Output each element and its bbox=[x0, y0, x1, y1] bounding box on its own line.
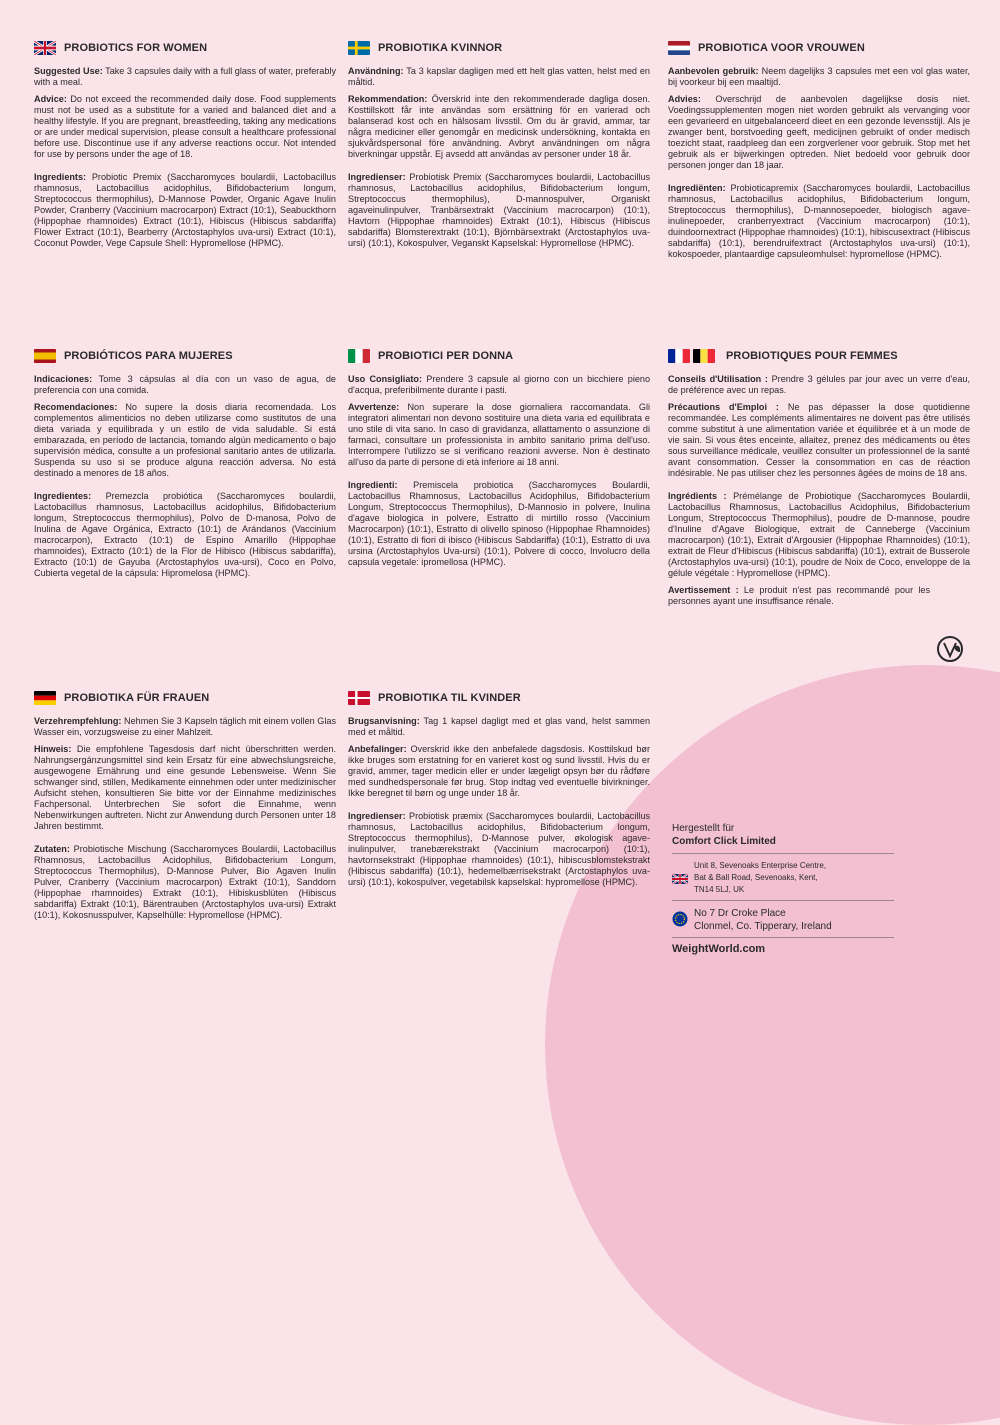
address-line: Clonmel, Co. Tipperary, Ireland bbox=[694, 921, 832, 932]
address-line: No 7 Dr Croke Place bbox=[694, 908, 786, 919]
section-dutch bbox=[668, 40, 970, 266]
section-danish bbox=[348, 690, 650, 894]
section-title: PROBIOTIKA FÜR FRAUEN bbox=[64, 692, 210, 704]
section-header bbox=[34, 40, 336, 56]
uk-address bbox=[672, 853, 894, 900]
usage-paragraph: Indicaciones: Tome 3 cápsulas al día con un vaso de agua, de preferencia con una comida. bbox=[34, 374, 336, 395]
ingredients-paragraph: Ingredients: Probiotic Premix (Saccharomyces boulardii, Lactobacillus rhamnosus, Lactobacillus acidophilus, Bifidobacterium longum, Streptococcus thermophilus), D-Mannose Powder, Organic Agave Inulin Powder, Cranberry (Vaccinium macrocarpon) Extract (10:1), Seabuckthorn (Hippophae rhamnoides) Extract (10:1), Hibiscus (Hibiscus sabdariffa) Flower Extract (10:1), Bearberry (Arctostaphylos uva-ursi) Extract (10:1), Coconut Powder, Vege Capsule Shell: Hypromellose (HPMC). bbox=[34, 172, 336, 248]
section-title: PROBIOTIKA TIL KVINDER bbox=[378, 692, 521, 704]
section-title: PROBIÓTICOS PARA MUJERES bbox=[64, 350, 233, 362]
ingredients-paragraph: Ingrediënten: Probioticapremix (Saccharomyces boulardii, Lactobacillus rhamnosus, Lactobacillus acidophilus, Bifidobacterium longum, Streptococcus thermophilus), D-mannosepoeder, biologisch agave-inulinepoeder, cranberryextract (Vaccinium macrocarpon) (10:1), duindoornextract (Hippophae rhamnoides) (10:1), hibiscusextract (Hibiscus sabdariffa) (10:1), berendruifextract (Arctostaphylos uva-ursi) (10:1), kokospoeder, plantaardige capsuleomhulsel: hypromellose (HPMC). bbox=[668, 183, 970, 259]
advice-paragraph: Anbefalinger: Overskrid ikke den anbefalede dagsdosis. Kosttilskud bør ikke bruges som erstatning for en varieret kost og sund livsstil. Hvis du er gravid, ammer, tager medicin eller er under lægeligt opsyn bør du rådføre med sundhedspersonale før brug. Stop indtag ved eventuelle bivirkninger. Ikke beregnet til børn og unge under 18 år. bbox=[348, 744, 650, 798]
usage-paragraph: Användning: Ta 3 kapslar dagligen med ett helt glas vatten, helst med en måltid. bbox=[348, 66, 650, 87]
section-title: PROBIOTICA VOOR VROUWEN bbox=[698, 42, 865, 54]
netherlands-flag-icon bbox=[668, 41, 690, 55]
section-header bbox=[668, 348, 970, 364]
section-header bbox=[34, 348, 336, 364]
usage-paragraph: Conseils d'Utilisation : Prendre 3 gélules par jour avec un verre d'eau, de préférence avec un repas. bbox=[668, 374, 970, 395]
section-header bbox=[348, 690, 650, 706]
uk-flag-icon bbox=[672, 874, 688, 884]
address-line: Bat & Ball Road, Sevenoaks, Kent, bbox=[694, 873, 818, 882]
manufacturer-block bbox=[672, 822, 894, 955]
germany-flag-icon bbox=[34, 691, 56, 705]
uk-flag-icon bbox=[34, 41, 56, 55]
usage-paragraph: Verzehrempfehlung: Nehmen Sie 3 Kapseln täglich mit einem vollen Glas Wasser ein, vorzugsweise zu einer Mahlzeit. bbox=[34, 716, 336, 737]
section-header bbox=[348, 40, 650, 56]
section-title: PROBIOTICS FOR WOMEN bbox=[64, 42, 208, 54]
section-title: PROBIOTICI PER DONNA bbox=[378, 350, 514, 362]
advice-paragraph: Advice: Do not exceed the recommended daily dose. Food supplements must not be used as a substitute for a varied and balanced diet and a healthy lifestyle. If you are pregnant, breastfeeding, taking any medications or are under medical supervision, please consult a healthcare professional before use. Discontinue use if any adverse reactions occur. Not intended for use by persons under the age of 18. bbox=[34, 94, 336, 159]
belgium-flag-icon bbox=[693, 349, 715, 363]
advice-paragraph: Hinweis: Die empfohlene Tagesdosis darf nicht überschritten werden. Nahrungsergänzungsmittel sind kein Ersatz für eine abwechslungsreiche, ausgewogene Ernährung und eine gesunde Lebensweise. Wenn Sie schwanger sind, stillen, Medikamente einnehmen oder unter medizinischer Aufsicht stehen, konsultieren Sie bitte vor der Einnahme medizinisches Fachpersonal. Unterbrechen Sie sofort die Einnahme, wenn Nebenwirkungen auftreten. Nicht zur Anwendung durch Personen unter 18 Jahren bestimmt. bbox=[34, 744, 336, 831]
warning-paragraph: Avertissement : Le produit n'est pas recommandé pour les personnes ayant une insuffisance rénale. bbox=[668, 585, 930, 606]
italy-flag-icon bbox=[348, 349, 370, 363]
usage-paragraph: Uso Consigliato: Prendere 3 capsule al giorno con un bicchiere pieno d'acqua, preferibilmente durante i pasti. bbox=[348, 374, 651, 395]
spain-flag-icon bbox=[34, 349, 56, 363]
denmark-flag-icon bbox=[348, 691, 370, 705]
sweden-flag-icon bbox=[348, 41, 370, 55]
ingredients-paragraph: Ingrédients : Prémélange de Probiotique (Saccharomyces Boulardii, Lactobacillus Rhamnosus, Lactobacillus Acidophilus, Bifidobacterium Longum, Streptococcus Thermophilus), poudre de D-mannose, poudre d'Inuline d'Agave Biologique, extrait de Canneberge (Vaccinium macrocarpon) (10:1), Extrait d'Argousier (Hippophae Rhamnoides) (10:1), extrait de Fleur d'Hibiscus (Hibiscus sabdariffa) (10:1), extrait de Busserole (Arctostaphylos uva-ursi) (10:1), poudre de Noix de Coco, enveloppe de la gélule végétale : Hypromellose (HPMC). bbox=[668, 491, 970, 578]
advice-paragraph: Rekommendation: Överskrid inte den rekommenderade dagliga dosen. Kosttillskott får inte användas som ersättning för en varierad och balanserad kost och en hälsosam livsstil. Om du är gravid, ammar, tar några mediciner eller genomgår en medicinsk undersökning, kontakta en sjukvårdspersonal före användning. Avbryt användningen om några biverkningar uppstår. Ej avsedd att användas av personer under 18 år. bbox=[348, 94, 650, 159]
address-line: Unit 8, Sevenoaks Enterprise Centre, bbox=[694, 861, 827, 870]
advice-paragraph: Avvertenze: Non superare la dose giornaliera raccomandata. Gli integratori alimentari non devono sostituire una dieta varia ed equilibrata e uno stile di vita sano. In caso di gravidanza, allattamento o assunzione di farmaci, consultare un professionista in ambito sanitario prima dell'uso. Interrompere l'utilizzo se si verificano reazioni avverse. Non è destinato all'uso da parte di persone di età inferiore ai 18 anni. bbox=[348, 402, 650, 467]
section-italian bbox=[348, 348, 650, 574]
advice-paragraph: Advies: Overschrijd de aanbevolen dagelijkse dosis niet. Voedingssupplementen mogen niet worden gebruikt als vervanging voor een gevarieerd en uitgebalanceerd dieet en een gezonde levensstijl. Als je zwanger bent, borstvoeding geeft, medicijnen gebruikt of onder medisch toezicht staat, raadpleeg dan een zorgverlener voor gebruik. Stop met het gebruik als er bijwerkingen optreden. Niet bedoeld voor gebruik door personen jonger dan 18 jaar. bbox=[668, 94, 970, 170]
ireland-address bbox=[672, 900, 894, 937]
eu-flag-icon bbox=[672, 911, 688, 927]
section-swedish bbox=[348, 40, 650, 255]
usage-paragraph: Brugsanvisning: Tag 1 kapsel dagligt med et glas vand, helst sammen med et måltid. bbox=[348, 716, 650, 737]
section-french bbox=[668, 348, 970, 613]
section-title: PROBIOTIKA KVINNOR bbox=[378, 42, 503, 54]
made-for-label: Hergestellt für bbox=[672, 823, 735, 834]
advice-paragraph: Recomendaciones: No supere la dosis diaria recomendada. Los complementos alimenticios no deben utilizarse como sustitutos de una dieta variada y equilibrada y un estilo de vida saludable. Si está embarazada, en período de lactancia, tomando algún medicamento o bajo supervisión médica, consulte a un profesional sanitario antes de utilizarla. Suspenda su uso si se produce alguna reacción adversa. No está destinado a menores de 18 años. bbox=[34, 402, 336, 478]
section-german bbox=[34, 690, 336, 927]
company-name: Comfort Click Limited bbox=[672, 836, 776, 847]
ingredients-paragraph: Ingredienti: Premiscela probiotica (Saccharomyces Boulardii, Lactobacillus Rhamnosus, Lactobacillus Acidophilus, Bifidobacterium Longum, Streptococcus Thermophilus), D-Mannosio in polvere, Inulina d'agave biologica in polvere, Estratto di mirtillo rosso (Vaccinium Macrocarpon) (10:1), Estratto di olivello spinoso (Hippophae Rhamnoides) (10:1), Estratto di fiori di ibisco (Hibiscus Sabdariffa) (10:1), Estratto di uva ursina (Arctostaphylos Uva-ursi) (10:1), Polvere di cocco, Involucro della capsula vegetale: ipromellosa (HPMC). bbox=[348, 480, 650, 567]
section-english bbox=[34, 40, 336, 255]
usage-paragraph: Suggested Use: Take 3 capsules daily with a full glass of water, preferably with a meal. bbox=[34, 66, 336, 87]
section-header bbox=[668, 40, 970, 56]
ingredients-paragraph: Ingredienser: Probiotisk præmix (Saccharomyces boulardii, Lactobacillus rhamnosus, Lactobacillus acidophilus, Bifidobacterium longum, Streptococcus thermophilus), D-Mannose pulver, økologisk agave-inulinpulver, tranebærekstrakt (Vaccinium macrocarpon) (10:1), havtornsekstrakt (Hippophae rhamnoides) (10:1), hibiscusblomstekstrakt (Hibiscus sabdariffa) (10:1), hedemelbærrisekstrakt (Arctostaphylos uva-ursi) (10:1), kokospulver, vegetabilsk kapselskal: hypromellose (HPMC). bbox=[348, 811, 650, 887]
advice-paragraph: Précautions d'Emploi : Ne pas dépasser la dose quotidienne recommandée. Les compléments alimentaires ne doivent pas être utilisés comme substitut à une alimentation variée et équilibrée et à un mode de vie sain. Si vous êtes enceinte, allaitez, prenez des médicaments ou êtes sous surveillance médicale, veuillez consulter un professionnel de la santé avant consommation. Cesser la consommation en cas de réaction indésirable. Ne pas utiliser chez les personnes âgées de moins de 18 ans. bbox=[668, 402, 970, 478]
vegan-icon bbox=[935, 634, 965, 664]
ingredients-paragraph: Zutaten: Probiotische Mischung (Saccharomyces Boulardii, Lactobacillus Rhamnosus, Lactobacillus Acidophilus, Bifidobacterium Longum, Streptococcus Thermophilus), D-Mannose Pulver, Bio Agaven Inulin Pulver, Cranberry (Vaccinium macrocarpon) Extrakt (10:1), Sanddorn (Hippophae rhamnoides) Extrakt (10:1), Hibiskusblüten (Hibiscus sabdariffa) Extrakt (10:1), Bärentrauben (Arctostaphylos uva-ursi) Extrakt (10:1), Kokosnusspulver, Kapselhülle: Hypromellose (HPMC). bbox=[34, 844, 336, 920]
section-header bbox=[34, 690, 336, 706]
france-flag-icon bbox=[668, 349, 690, 363]
ingredients-paragraph: Ingredientes: Premezcla probiótica (Saccharomyces boulardii, Lactobacillus rhamnosus, Lactobacillus acidophilus, Bifidobacterium longum, Streptococcus thermophilus), Polvo de D-manosa, Polvo de Inulina de Agave Orgánica, Extracto (10:1) de Arándanos (Vaccinium macrocarpon), Extracto (10:1) de Espino Amarillo (Hippophae rhamnoides), Extracto (10:1) de la Flor de Hibisco (Hibiscus sabdariffa), Extracto (10:1) de Gayuba (Arctostaphylos uva-ursi), Coco en Polvo, Cubierta vegetal de la cápsula: Hipromelosa (HPMC). bbox=[34, 491, 336, 578]
section-spanish bbox=[34, 348, 336, 585]
usage-paragraph: Aanbevolen gebruik: Neem dagelijks 3 capsules met een vol glas water, bij voorkeur bij een maaltijd. bbox=[668, 66, 970, 87]
section-title: PROBIOTIQUES POUR FEMMES bbox=[726, 350, 898, 362]
address-line: TN14 5LJ, UK bbox=[694, 885, 745, 894]
section-header bbox=[348, 348, 650, 364]
website-link[interactable]: WeightWorld.com bbox=[672, 937, 894, 955]
ingredients-paragraph: Ingredienser: Probiotisk Premix (Saccharomyces boulardii, Lactobacillus rhamnosus, Lactobacillus acidophilus, Bifidobacterium longum, Streptococcus thermophilus), D-mannospulver, Organiskt agaveinulinpulver, Tranbärsextrakt (Vaccinium macrocarpon) (10:1), Havtorn (Hippophae rhamnoides) Extrakt (10:1), Hibiscus (Hibiscus sabdariffa) Blomsterextrakt (10:1), Björnbärsextrakt (Arctostaphylos uva-ursi) (10:1), Kokospulver, Veganskt Kapselskal: Hypromellose (HPMC). bbox=[348, 172, 650, 248]
